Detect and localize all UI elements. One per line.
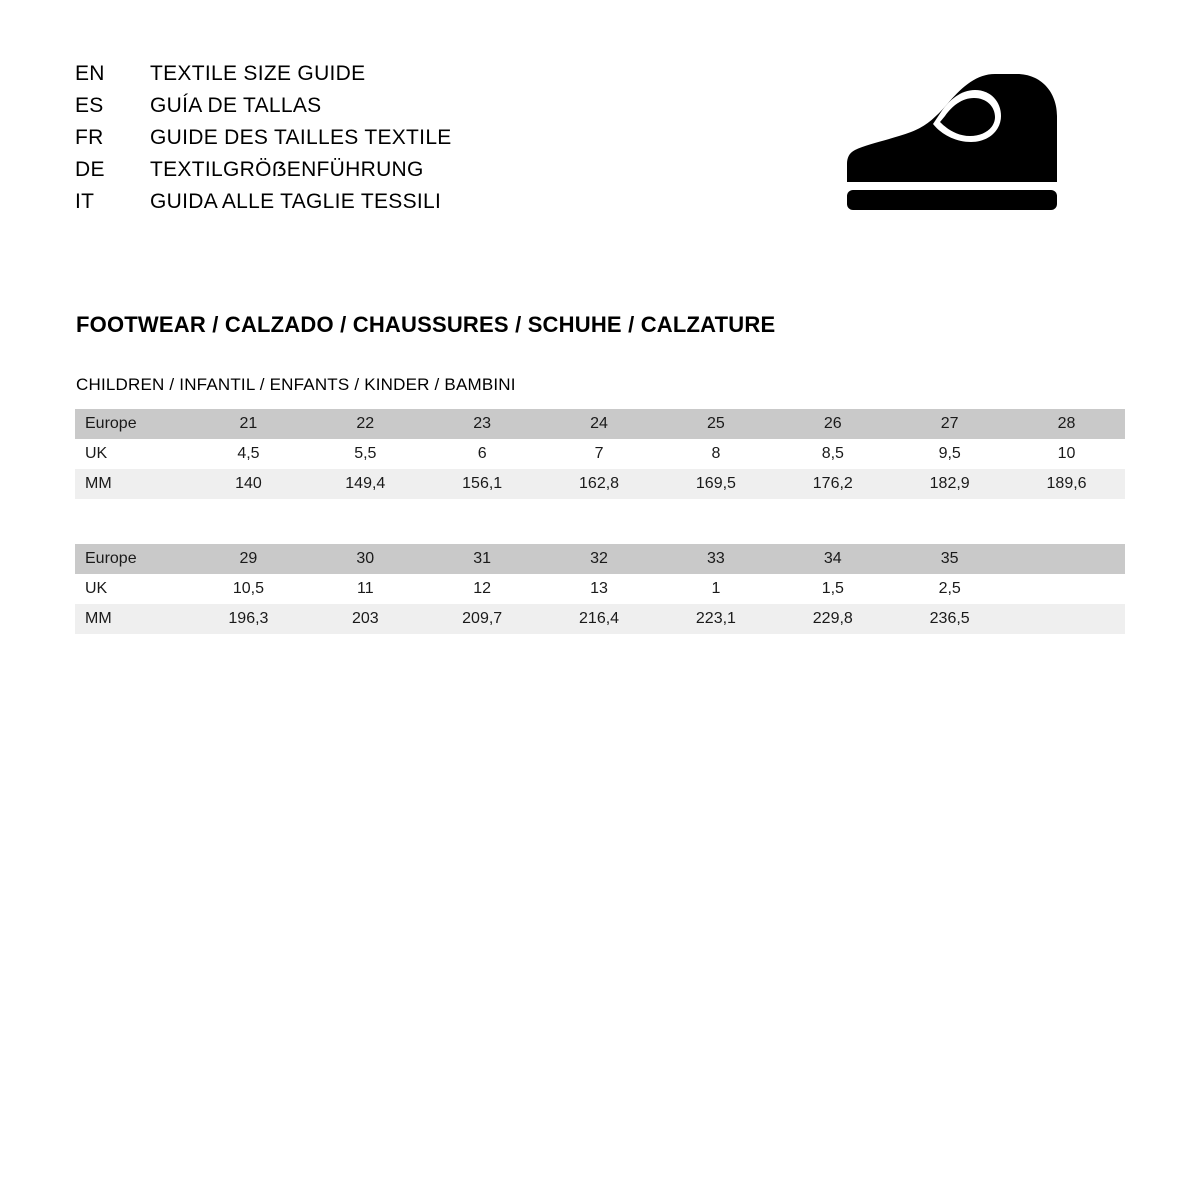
language-row [75,94,452,126]
table-cell: 30 [307,544,424,574]
table-cell: 4,5 [190,439,307,469]
table-row [75,604,1125,634]
table-row [75,469,1125,499]
table-cell: 29 [190,544,307,574]
table-cell: 1,5 [774,574,891,604]
table-cell: 23 [424,409,541,439]
table-row [75,544,1125,574]
section-title: FOOTWEAR / CALZADO / CHAUSSURES / SCHUHE / CALZATURE [76,312,776,337]
table-cell: 10,5 [190,574,307,604]
table-cell: 27 [891,409,1008,439]
language-title: GUIDA ALLE TAGLIE TESSILI [150,190,442,213]
table-cell: 31 [424,544,541,574]
table-cell: 156,1 [424,469,541,499]
table-cell: 1 [658,574,775,604]
table-cell: 21 [190,409,307,439]
language-title: TEXTILGRÖẞENFÜHRUNG [150,158,424,181]
table-cell: 209,7 [424,604,541,634]
table-cell: 11 [307,574,424,604]
table-row [75,439,1125,469]
row-label: Europe [75,409,190,439]
table-cell: 13 [541,574,658,604]
table-cell: 34 [774,544,891,574]
table-cell: 28 [1008,409,1125,439]
table-cell: 26 [774,409,891,439]
language-title: GUÍA DE TALLAS [150,94,322,117]
table-cell: 182,9 [891,469,1008,499]
table-cell: 169,5 [658,469,775,499]
table-cell-empty [1008,604,1125,634]
language-code: FR [75,126,104,149]
language-row [75,158,452,190]
section-subtitle: CHILDREN / INFANTIL / ENFANTS / KINDER / BAMBINI [76,375,516,394]
language-code: EN [75,62,105,85]
language-row [75,190,452,222]
table-cell: 203 [307,604,424,634]
table-cell: 9,5 [891,439,1008,469]
table-cell: 149,4 [307,469,424,499]
row-label: UK [75,574,190,604]
row-label: MM [75,469,190,499]
table-cell: 189,6 [1008,469,1125,499]
table-cell: 236,5 [891,604,1008,634]
language-list [75,62,452,222]
row-label: UK [75,439,190,469]
table-cell: 216,4 [541,604,658,634]
table-cell: 5,5 [307,439,424,469]
language-title: TEXTILE SIZE GUIDE [150,62,366,85]
table-cell: 32 [541,544,658,574]
table-cell: 12 [424,574,541,604]
table-cell: 140 [190,469,307,499]
language-code: ES [75,94,104,117]
table-row [75,409,1125,439]
language-row [75,62,452,94]
language-title: GUIDE DES TAILLES TEXTILE [150,126,452,149]
table-cell: 22 [307,409,424,439]
table-row [75,574,1125,604]
shoe-icon [845,72,1060,217]
table-cell-empty [1008,574,1125,604]
table-cell: 8,5 [774,439,891,469]
table-cell: 229,8 [774,604,891,634]
table-cell: 25 [658,409,775,439]
table-cell: 10 [1008,439,1125,469]
size-table-children-2 [75,544,1125,634]
table-cell: 35 [891,544,1008,574]
table-cell: 33 [658,544,775,574]
table-cell: 196,3 [190,604,307,634]
language-code: IT [75,190,95,213]
table-cell: 223,1 [658,604,775,634]
language-code: DE [75,158,105,181]
table-cell: 24 [541,409,658,439]
table-cell: 6 [424,439,541,469]
size-table-children-1 [75,409,1125,499]
row-label: MM [75,604,190,634]
table-cell: 2,5 [891,574,1008,604]
language-row [75,126,452,158]
table-cell: 7 [541,439,658,469]
table-cell-empty [1008,544,1125,574]
table-cell: 8 [658,439,775,469]
table-cell: 162,8 [541,469,658,499]
table-cell: 176,2 [774,469,891,499]
row-label: Europe [75,544,190,574]
header [75,62,1125,222]
